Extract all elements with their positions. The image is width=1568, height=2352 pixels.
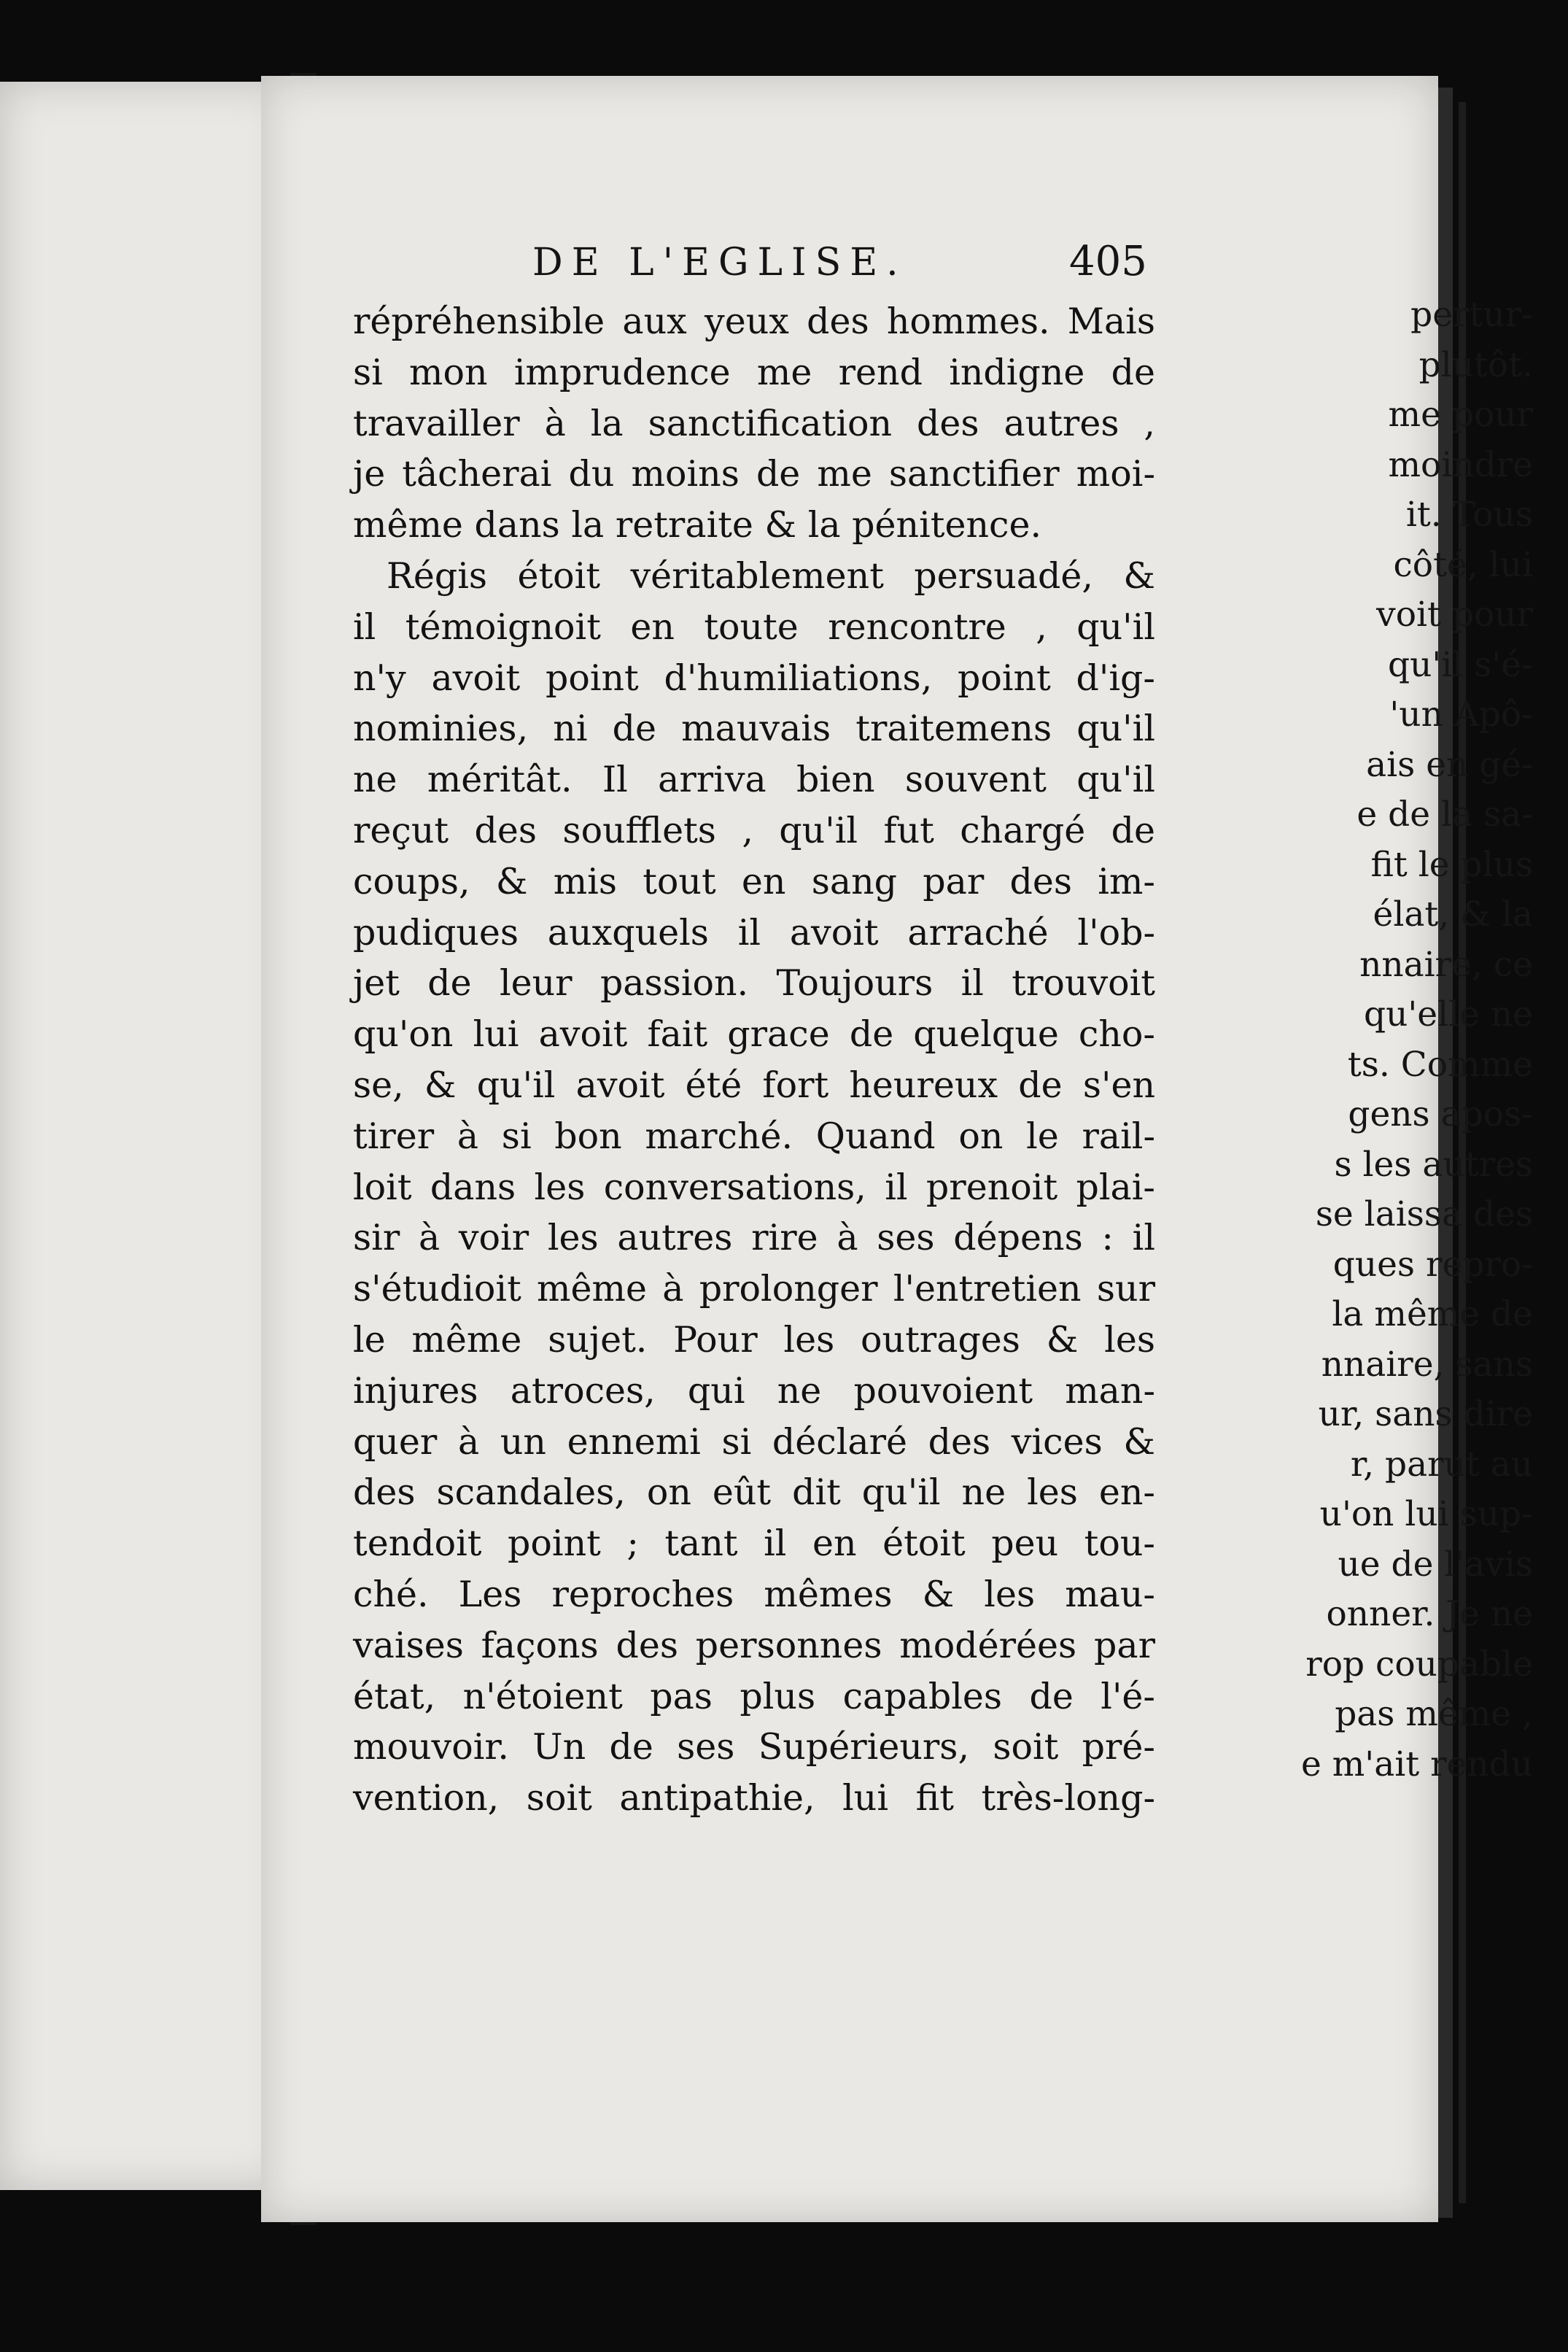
text-line: plutôt. [1418,344,1533,385]
text-line: nnaire, ce [1359,944,1533,985]
text-line: répréhensible aux yeux des hommes. Mais [353,301,1155,342]
text-line: des scandales, on eût dit qu'il ne les en- [353,1471,1155,1514]
text-line: s'étudioit même à prolonger l'entretien sur [353,1268,1155,1310]
text-line: moindre [1388,444,1533,485]
text-line: ur, sans dire [1318,1394,1533,1434]
text-line: la même de [1332,1294,1533,1334]
text-line: je tâcherai du moins de me sanctifier moi- [353,453,1155,495]
text-line: it. Tous [1405,495,1533,535]
text-line: fit le plus [1370,844,1533,885]
text-line: même dans la retraite & la pénitence. [353,504,1042,546]
text-line: onner. Je ne [1326,1594,1533,1634]
text-line: se, & qu'il avoit été fort heureux de s'en [353,1064,1155,1106]
text-line: me pour [1388,395,1533,435]
text-line: loit dans les conversations, il prenoit plai- [353,1166,1155,1208]
text-line: injures atroces, qui ne pouvoient man- [353,1369,1155,1412]
text-line: élat, & la [1373,894,1533,935]
text-line: si mon imprudence me rend indigne de [353,351,1155,393]
text-line: vention, soit antipathie, lui fit très-long- [353,1777,1155,1819]
text-line: pertur- [1410,295,1533,335]
text-line: se laissa des [1315,1194,1533,1234]
text-line: voit pour [1376,595,1533,635]
page-number: 405 [1069,238,1147,285]
text-line: pas même , [1335,1694,1533,1734]
text-line: 'un Apô- [1389,695,1533,735]
text-line: pudiques auxquels il avoit arraché l'ob- [353,911,1155,953]
text-line: il témoignoit en toute rencontre , qu'il [353,606,1155,648]
text-line: tirer à si bon marché. Quand on le rail- [353,1115,1155,1157]
text-line: le même sujet. Pour les outrages & les [353,1318,1155,1361]
text-line: nnaire, sans [1321,1344,1533,1385]
left-page [0,82,290,2190]
left-page-text [1301,290,1533,1790]
text-line: s les autres [1334,1144,1533,1185]
text-line: e m'ait rendu [1300,1744,1533,1784]
text-line: ques repro- [1332,1244,1533,1285]
text-line: ue de l'avis [1338,1544,1533,1585]
text-line: ché. Les reproches mêmes & les mau- [353,1573,1155,1615]
text-line: ne méritât. Il arriva bien souvent qu'il [353,759,1155,801]
text-line: coups, & mis tout en sang par des im- [353,860,1155,902]
text-line: vaises façons des personnes modérées par [353,1624,1155,1666]
text-line: ais en gé- [1366,744,1533,785]
text-line: qu'elle ne [1364,994,1533,1034]
text-line: u'on lui sup- [1319,1494,1533,1534]
text-line: Régis étoit véritablement persuadé, & [387,554,1155,597]
running-head: DE L'EGLISE. [532,241,907,285]
text-line: e de la sa- [1357,794,1533,835]
text-line: côté, lui [1393,544,1533,585]
text-line: quer à un ennemi si déclaré des vices & [353,1420,1155,1463]
text-line: gens apos- [1348,1094,1533,1134]
text-line: r, parut au [1350,1444,1533,1485]
text-line: reçut des soufflets , qu'il fut chargé de [353,809,1155,851]
text-line: qu'il s'é- [1387,644,1533,685]
text-line: travailler à la sanctification des autres , [353,402,1155,444]
text-line: nominies, ni de mauvais traitemens qu'il [353,708,1155,750]
text-line: ts. Comme [1347,1044,1533,1085]
text-line: mouvoir. Un de ses Supérieurs, soit pré- [353,1726,1155,1768]
text-line: n'y avoit point d'humiliations, point d'ig- [353,657,1155,699]
text-line: jet de leur passion. Toujours il trouvoit [353,962,1155,1005]
text-line: qu'on lui avoit fait grace de quelque cho- [353,1013,1155,1056]
text-line: tendoit point ; tant il en étoit peu tou- [353,1523,1155,1565]
right-page-text [353,296,1155,1824]
text-line: rop coupable [1305,1644,1533,1684]
text-line: état, n'étoient pas plus capables de l'é- [353,1675,1155,1717]
text-line: sir à voir les autres rire à ses dépens : il [353,1217,1155,1259]
